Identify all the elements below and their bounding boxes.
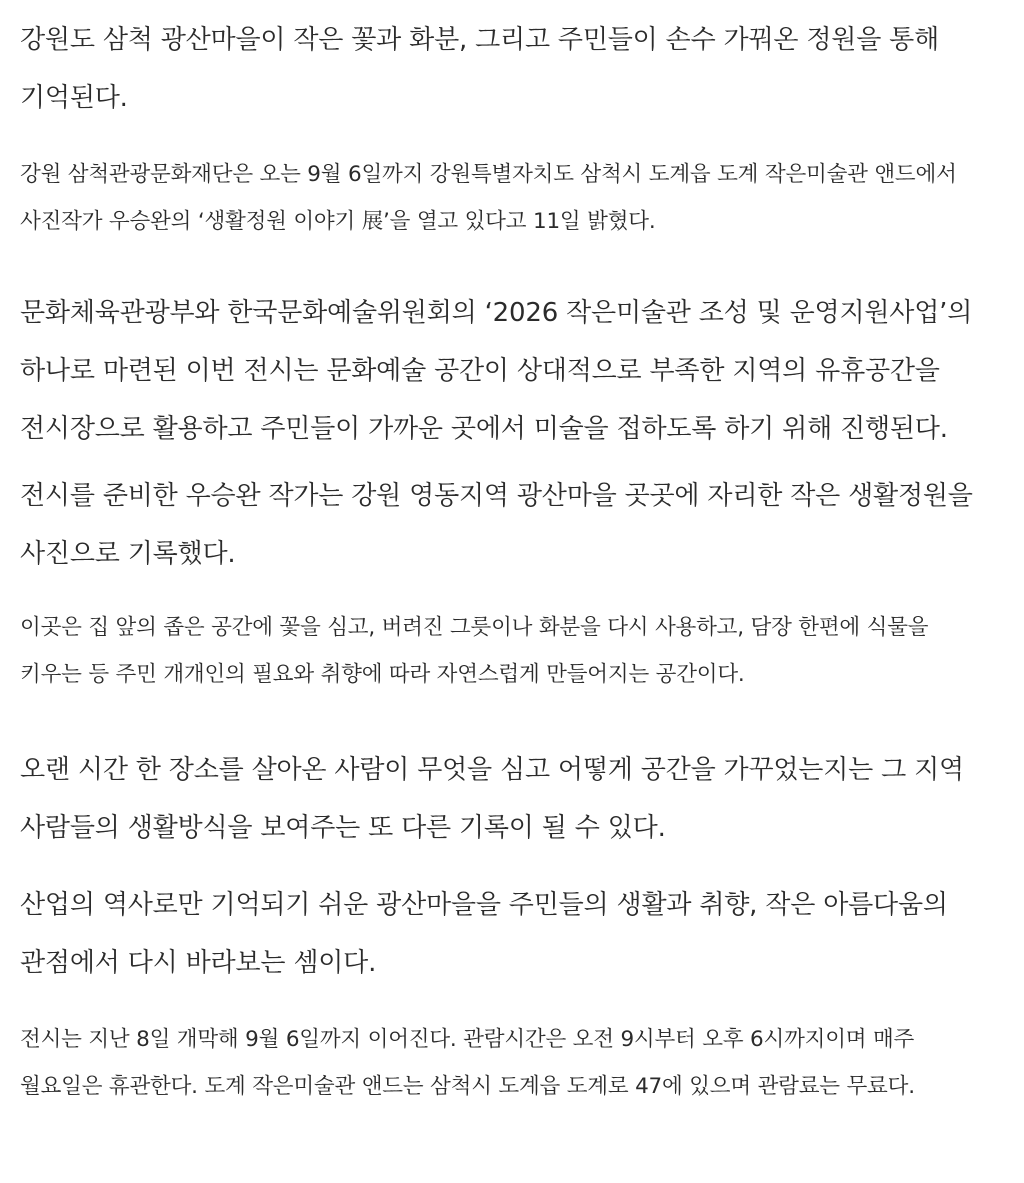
article-paragraph: 오랜 시간 한 장소를 살아온 사람이 무엇을 심고 어떻게 공간을 가꾸었는지는 그 지역 사람들의 생활방식을 보여주는 또 다른 기록이 될 수 있다.: [20, 755, 964, 843]
article-paragraph: 강원 삼척관광문화재단은 오는 9월 6일까지 강원특별자치도 삼척시 도계읍 도계 작은미술관 앤드에서 사진작가 우승완의 ‘생활정원 이야기 展’을 열고 있다고 11일 밝혔다.: [20, 162, 957, 234]
article-paragraph: 전시는 지난 8일 개막해 9월 6일까지 이어진다. 관람시간은 오전 9시부터 오후 6시까지이며 매주 월요일은 휴관한다. 도계 작은미술관 앤드는 삼척시 도계읍 도계로 47에 있으며 관람료는 무료다.: [20, 1027, 915, 1099]
article-paragraph: 강원도 삼척 광산마을이 작은 꽃과 화분, 그리고 주민들이 손수 가꿔온 정원을 통해 기억된다.: [20, 25, 940, 113]
article-paragraph: 이곳은 집 앞의 좁은 공간에 꽃을 심고, 버려진 그릇이나 화분을 다시 사용하고, 담장 한편에 식물을 키우는 등 주민 개개인의 필요와 취향에 따라 자연스럽게 만들어지는 공간이다.: [20, 615, 929, 687]
article-paragraph: 산업의 역사로만 기억되기 쉬운 광산마을을 주민들의 생활과 취향, 작은 아름다움의 관점에서 다시 바라보는 셈이다.: [20, 890, 948, 978]
article-paragraph: 전시를 준비한 우승완 작가는 강원 영동지역 광산마을 곳곳에 자리한 작은 생활정원을 사진으로 기록했다.: [20, 481, 973, 569]
article-paragraph: 문화체육관광부와 한국문화예술위원회의 ‘2026 작은미술관 조성 및 운영지원사업’의 하나로 마련된 이번 전시는 문화예술 공간이 상대적으로 부족한 지역의 유휴공간을 전시장으로 활용하고 주민들이 가까운 곳에서 미술을 접하도록 하기 위해 진행된다.: [20, 298, 973, 444]
